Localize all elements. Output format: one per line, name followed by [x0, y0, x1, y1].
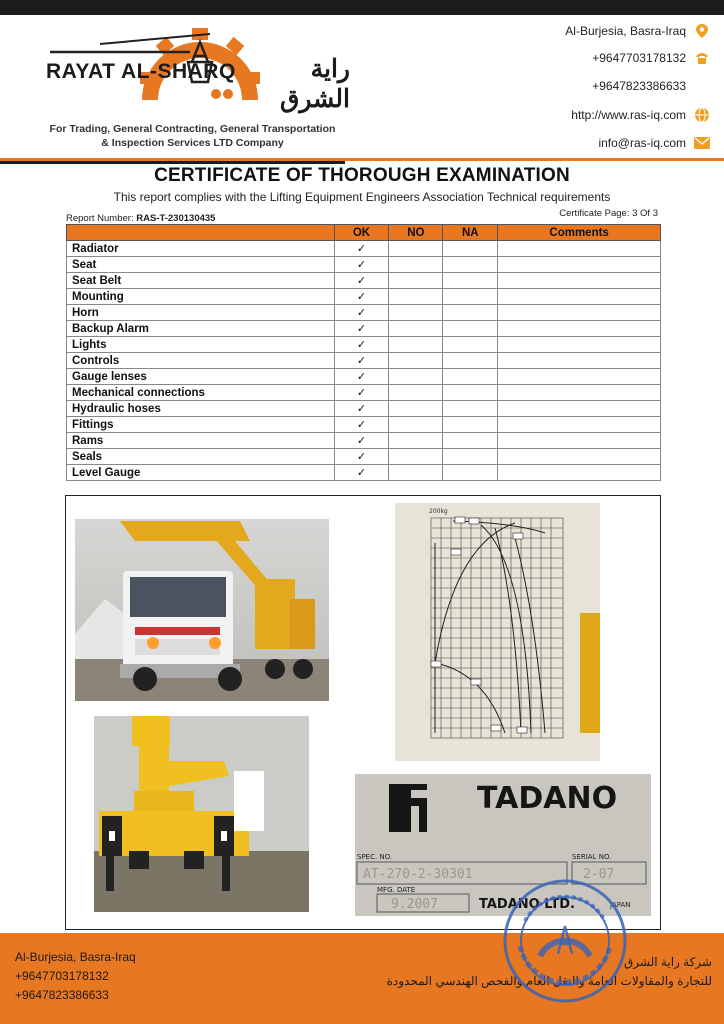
column-header-na: NA: [443, 225, 498, 241]
row-comments-cell: [498, 401, 661, 417]
row-no-cell: [389, 433, 443, 449]
table-row: [67, 321, 661, 337]
row-no-cell: [389, 385, 443, 401]
column-header-no: NO: [389, 225, 443, 241]
row-no-cell: [389, 337, 443, 353]
row-no-cell: [389, 465, 443, 481]
row-comments-cell: [498, 353, 661, 369]
row-no-cell: [389, 449, 443, 465]
row-item-label: Horn: [67, 305, 335, 321]
row-ok-cell: ✓: [334, 433, 389, 449]
plate-serial-label: SERIAL NO.: [572, 853, 612, 861]
truck-rear-photo: [94, 716, 309, 912]
row-na-cell: [443, 465, 498, 481]
row-na-cell: [443, 401, 498, 417]
row-no-cell: [389, 257, 443, 273]
row-ok-cell: ✓: [334, 321, 389, 337]
row-item-label: Controls: [67, 353, 335, 369]
header-divider-dark: [0, 161, 345, 164]
row-comments-cell: [498, 273, 661, 289]
company-name: RAYAT AL-SHARQ: [46, 60, 236, 83]
row-item-label: Backup Alarm: [67, 321, 335, 337]
row-item-label: Gauge lenses: [67, 369, 335, 385]
column-header-item: [67, 225, 335, 241]
row-ok-cell: ✓: [334, 289, 389, 305]
plate-spec-value: AT-270-2-30301: [363, 867, 473, 882]
truck-front-photo: [75, 519, 329, 701]
row-item-label: Seat: [67, 257, 335, 273]
row-item-label: Lights: [67, 337, 335, 353]
row-na-cell: [443, 257, 498, 273]
contact-phone-2: [592, 77, 686, 95]
plate-country: JAPAN: [610, 901, 631, 909]
row-na-cell: [443, 337, 498, 353]
row-na-cell: [443, 241, 498, 257]
table-row: [67, 241, 661, 257]
row-item-label: Seals: [67, 449, 335, 465]
contact-phone-2-text: +9647823386633: [592, 79, 686, 93]
row-item-label: Rams: [67, 433, 335, 449]
table-row: [67, 449, 661, 465]
row-no-cell: [389, 369, 443, 385]
row-na-cell: [443, 417, 498, 433]
row-item-label: Hydraulic hoses: [67, 401, 335, 417]
footer-arabic-line-2: للتجارة والمقاولات العامة والنقل العام والفحص الهندسي المحدودة: [386, 974, 712, 988]
footer-phone-2: +9647823386633: [15, 988, 109, 1002]
row-comments-cell: [498, 449, 661, 465]
table-row: [67, 305, 661, 321]
photo-panel: [65, 495, 661, 930]
row-item-label: Seat Belt: [67, 273, 335, 289]
row-comments-cell: [498, 289, 661, 305]
row-no-cell: [389, 305, 443, 321]
row-ok-cell: ✓: [334, 353, 389, 369]
contact-phone-1-text: +9647703178132: [592, 51, 686, 65]
row-na-cell: [443, 369, 498, 385]
row-no-cell: [389, 401, 443, 417]
table-row: [67, 273, 661, 289]
row-item-label: Mechanical connections: [67, 385, 335, 401]
table-row: [67, 465, 661, 481]
row-no-cell: [389, 321, 443, 337]
table-row: [67, 289, 661, 305]
top-bar: [0, 0, 724, 15]
table-row: [67, 417, 661, 433]
row-comments-cell: [498, 465, 661, 481]
row-ok-cell: ✓: [334, 241, 389, 257]
report-number-label: Report Number:: [66, 213, 134, 224]
row-na-cell: [443, 449, 498, 465]
row-ok-cell: ✓: [334, 449, 389, 465]
certificate-subtitle: This report complies with the Lifting Equipment Engineers Association Technical requirements: [113, 190, 611, 204]
row-ok-cell: ✓: [334, 257, 389, 273]
row-na-cell: [443, 433, 498, 449]
row-item-label: Mounting: [67, 289, 335, 305]
email-icon: [694, 135, 710, 151]
chart-header-label: 200kg: [429, 508, 448, 515]
plate-maker: TADANO LTD.: [479, 897, 575, 912]
certificate-page: Certificate Page: 3 Of 3: [559, 208, 658, 219]
location-pin-icon: [694, 23, 710, 39]
row-comments-cell: [498, 369, 661, 385]
phone-icon: [694, 50, 710, 66]
row-ok-cell: ✓: [334, 369, 389, 385]
footer-address: Al-Burjesia, Basra-Iraq: [15, 950, 136, 964]
company-stamp-icon: [500, 876, 630, 1006]
contact-phone-1: [592, 49, 710, 67]
footer-contact: [15, 948, 136, 1005]
company-logo: [40, 22, 350, 152]
row-comments-cell: [498, 433, 661, 449]
row-item-label: Fittings: [67, 417, 335, 433]
row-na-cell: [443, 385, 498, 401]
table-row: [67, 353, 661, 369]
tagline-line-2: & Inspection Services LTD Company: [101, 137, 284, 149]
row-no-cell: [389, 417, 443, 433]
row-ok-cell: ✓: [334, 305, 389, 321]
row-no-cell: [389, 273, 443, 289]
table-row: [67, 257, 661, 273]
inspection-checklist-table: [66, 224, 661, 481]
row-item-label: Level Gauge: [67, 465, 335, 481]
report-number-value: RAS-T-230130435: [136, 213, 216, 224]
table-row: [67, 385, 661, 401]
plate-spec-label: SPEC. NO.: [357, 853, 393, 861]
tagline-line-1: For Trading, General Contracting, General Transportation: [49, 123, 336, 135]
row-ok-cell: ✓: [334, 337, 389, 353]
row-na-cell: [443, 273, 498, 289]
contact-address-text: Al-Burjesia, Basra-Iraq: [565, 24, 686, 38]
footer-arabic-line-1: شركة راية الشرق: [623, 955, 712, 969]
table-header-row: [67, 225, 661, 241]
row-no-cell: [389, 289, 443, 305]
footer-phone-1: +9647703178132: [15, 969, 109, 983]
row-comments-cell: [498, 417, 661, 433]
contact-website: [571, 106, 710, 124]
row-na-cell: [443, 289, 498, 305]
plate-date-value: 9.2007: [391, 897, 438, 912]
company-name-arabic: راية الشرق: [279, 55, 350, 113]
row-comments-cell: [498, 321, 661, 337]
row-ok-cell: ✓: [334, 417, 389, 433]
row-na-cell: [443, 353, 498, 369]
row-ok-cell: ✓: [334, 465, 389, 481]
plate-brand: TADANO: [477, 781, 618, 816]
row-ok-cell: ✓: [334, 273, 389, 289]
plate-serial-value: 2-07: [583, 867, 615, 882]
row-comments-cell: [498, 337, 661, 353]
row-na-cell: [443, 321, 498, 337]
row-no-cell: [389, 241, 443, 257]
table-row: [67, 433, 661, 449]
company-tagline: [40, 122, 345, 150]
table-row: [67, 401, 661, 417]
certificate-title: CERTIFICATE OF THOROUGH EXAMINATION: [154, 165, 570, 186]
contact-address: [565, 22, 710, 40]
row-item-label: Radiator: [67, 241, 335, 257]
column-header-ok: OK: [334, 225, 389, 241]
contact-email: [598, 134, 710, 152]
row-comments-cell: [498, 257, 661, 273]
load-chart-photo: [395, 503, 600, 761]
row-no-cell: [389, 353, 443, 369]
row-na-cell: [443, 305, 498, 321]
contact-email-text: info@ras-iq.com: [598, 136, 686, 150]
row-comments-cell: [498, 385, 661, 401]
plate-mfg-label: MFG. DATE: [377, 886, 416, 894]
row-ok-cell: ✓: [334, 385, 389, 401]
table-row: [67, 337, 661, 353]
row-ok-cell: ✓: [334, 401, 389, 417]
row-comments-cell: [498, 241, 661, 257]
globe-icon: [694, 107, 710, 123]
column-header-comments: Comments: [498, 225, 661, 241]
row-comments-cell: [498, 305, 661, 321]
table-row: [67, 369, 661, 385]
contact-website-text: http://www.ras-iq.com: [571, 108, 686, 122]
report-number: [66, 213, 215, 224]
